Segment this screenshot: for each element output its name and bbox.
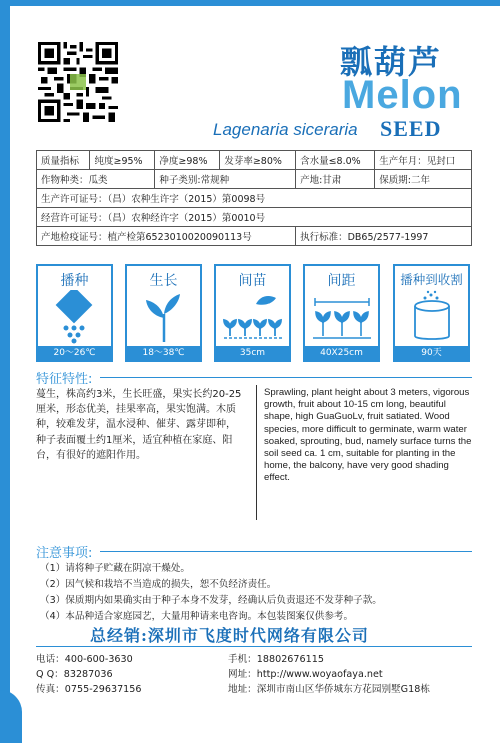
table-row	[37, 227, 472, 246]
contact-mobile: 手机：18802676115	[228, 654, 324, 665]
features-heading: 特征特性:	[36, 372, 93, 387]
guide-card-growth	[125, 264, 202, 362]
seed-word: SEED	[380, 116, 442, 141]
planting-guide-icons	[36, 264, 472, 364]
sowing-icon	[44, 290, 106, 344]
notice-list	[40, 561, 382, 625]
guide-value: 35cm	[216, 346, 289, 360]
table-row	[37, 189, 472, 208]
top-accent-strip	[0, 0, 500, 6]
guide-label: 播种	[60, 273, 89, 289]
distributor-name: 总经销:深圳市飞度时代网络有限公司	[90, 626, 369, 645]
contact-divider	[36, 646, 472, 647]
product-title-en: Melon	[342, 73, 463, 117]
table-cell: 发芽率≥80%	[220, 151, 296, 170]
table-cell: 生产年月：见封口	[375, 151, 472, 170]
notice-item: （1）请将种子贮藏在阴凉干燥处。	[40, 563, 191, 574]
notice-item: （2）因气候和栽培不当造成的损失，恕不负经济责任。	[40, 579, 277, 590]
latin-name: Lagenaria siceraria	[213, 120, 358, 139]
guide-label: 生长	[149, 273, 178, 289]
left-accent-bar	[0, 0, 10, 743]
guide-label: 间距	[327, 273, 356, 289]
contact-website: 网址：http://www.woyaofaya.net	[228, 669, 383, 680]
table-row	[37, 208, 472, 227]
table-row	[37, 151, 472, 170]
contact-phone: 电话：400-600-3630	[36, 654, 133, 665]
guide-card-harvest	[393, 264, 470, 362]
contact-address: 地址：深圳市南山区华侨城东方花园别墅G18栋	[228, 684, 430, 695]
table-cell: 净度≥98%	[155, 151, 220, 170]
guide-card-spacing	[303, 264, 380, 362]
guide-value: 40X25cm	[305, 346, 378, 360]
notice-divider	[100, 551, 472, 552]
spacing-icon	[311, 290, 373, 344]
table-cell: 作物种类：瓜类	[37, 170, 155, 189]
notice-heading: 注意事项:	[36, 546, 93, 561]
guide-value: 90天	[395, 346, 468, 360]
guide-card-sowing	[36, 264, 113, 362]
notice-item: （4）本品种适合家庭园艺，大量用种请来电咨询。本包装图案仅供参考。	[40, 611, 354, 622]
bottom-left-accent	[0, 690, 22, 743]
table-cell: 执行标准：DB65/2577-1997	[296, 227, 472, 246]
guide-card-thinning	[214, 264, 291, 362]
table-cell: 纯度≥95%	[90, 151, 155, 170]
contact-qq: Q Q：83287036	[36, 669, 113, 680]
seedling-icon	[133, 290, 195, 344]
notice-item: （3）保质期内如果确实由于种子本身不发芽，经确认后负责退还不发芽种子款。	[40, 595, 382, 606]
table-cell: 产地:甘肃	[296, 170, 375, 189]
harvest-pot-icon	[401, 290, 463, 344]
table-cell: 质量指标	[37, 151, 90, 170]
table-cell: 生产许可证号：（昌）农种生许字（2015）第0098号	[37, 189, 472, 208]
guide-label: 播种到收割	[400, 272, 463, 287]
guide-value: 20～26℃	[38, 346, 111, 360]
thinning-icon	[222, 290, 284, 344]
features-text-cn: 蔓生，株高约3米，生长旺盛，果实长约20-25厘米，形态优美，挂果率高，果实饱满。木质种，较难发芽，温水浸种、催芽、露芽即种，种子表面覆土约1厘米，适宜种植在家庭、阳台，有很好的遮阳作用。	[36, 389, 242, 461]
features-divider	[100, 377, 472, 378]
table-cell: 种子类别:常规种	[155, 170, 296, 189]
table-cell: 含水量≤8.0%	[296, 151, 375, 170]
guide-value: 18～38℃	[127, 346, 200, 360]
contact-fax: 传真：0755-29637156	[36, 684, 142, 695]
qr-code-icon	[38, 42, 118, 122]
features-text-en: Sprawling, plant height about 3 meters, vigorous growth, fruit about 10-15 cm long, beautiful shape, high GuaGuoLv, fruit satiated. Wood species, more difficult to germinate, warm water soaked, sprouting, bud, namely surface turns the soil seed ca. 1 cm, suitable for planting in the home, the balcony, have very good shading effect.	[264, 387, 472, 484]
quality-info-table	[36, 150, 472, 246]
product-title-cn: 瓢葫芦	[340, 43, 443, 81]
column-divider	[256, 385, 257, 520]
table-cell: 经营许可证号：（昌）农种经许字（2015）第0010号	[37, 208, 472, 227]
table-row	[37, 170, 472, 189]
guide-label: 间苗	[238, 273, 267, 289]
table-cell: 保质期:二年	[375, 170, 472, 189]
table-cell: 产地检疫证号：植产检第6523010020090113号	[37, 227, 296, 246]
